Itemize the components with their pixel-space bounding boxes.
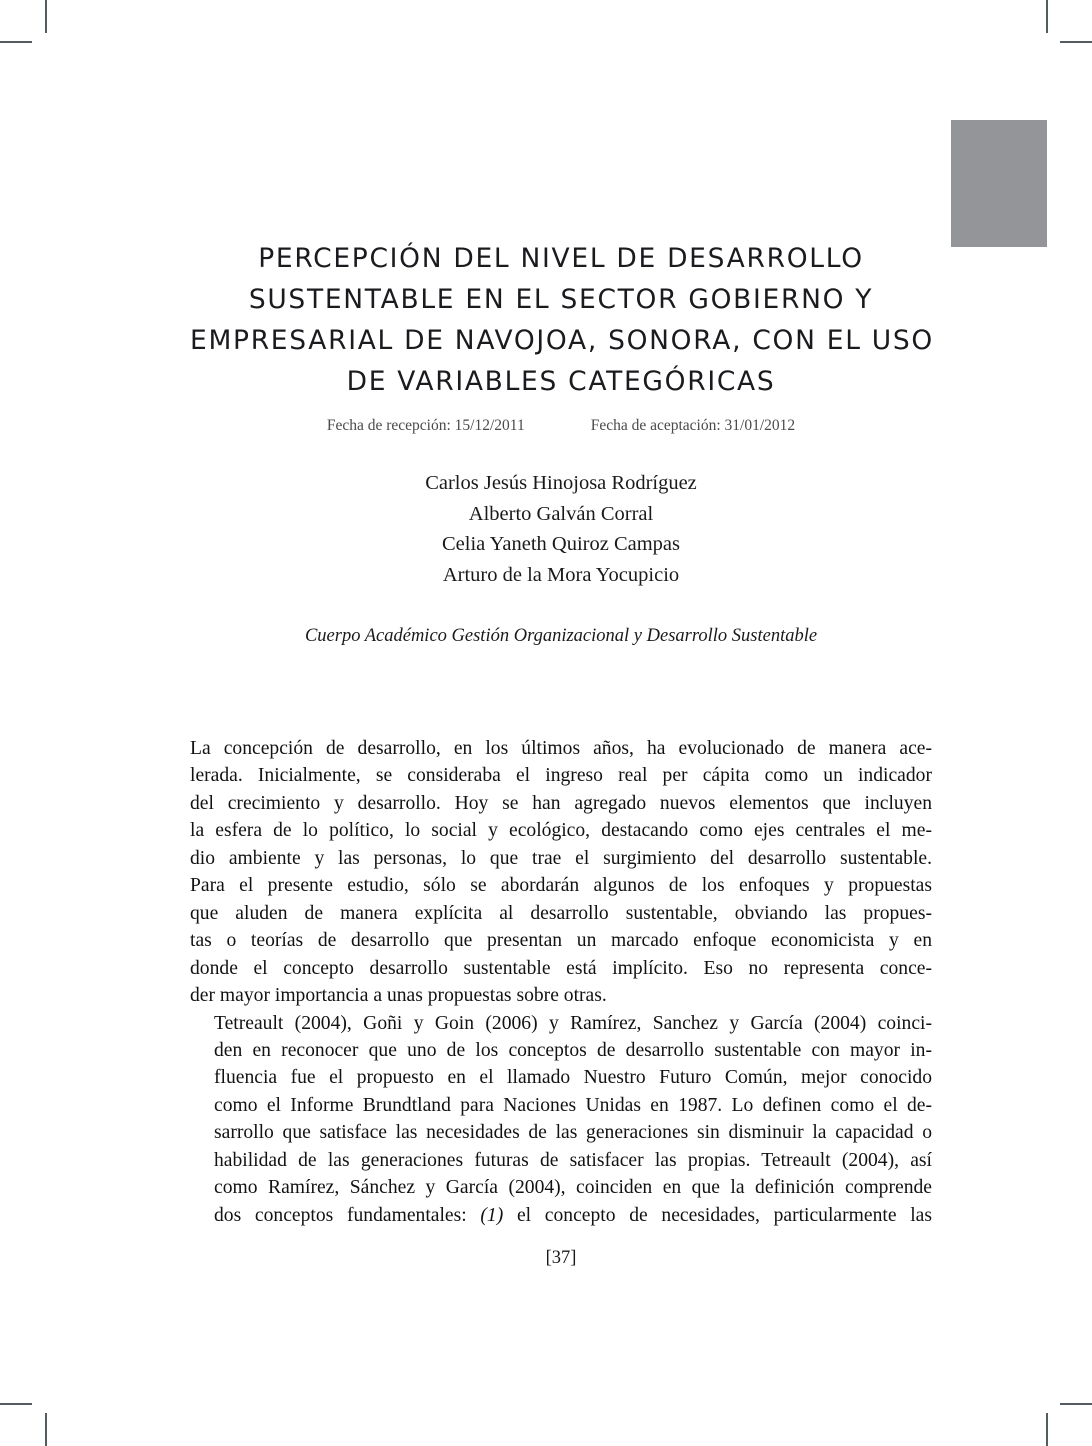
p1-line-7: que aluden de manera explícita al desarrollo sustentable, obviando las propues- — [190, 902, 932, 924]
p1-line-2: lerada. Inicialmente, se consideraba el ingreso real per cápita como un indicador — [190, 765, 932, 787]
decorative-grey-tab — [951, 120, 1047, 247]
p1-line-1: La concepción de desarrollo, en los últimos años, ha evolucionado de manera ace- — [190, 738, 932, 759]
p2-line-3: fluencia fue el propuesto en el llamado Nuestro Futuro Común, mejor conocido — [214, 1067, 932, 1089]
crop-mark-top-right-vertical — [1046, 0, 1048, 33]
p1-line-5: dio ambiente y las personas, lo que trae el surgimiento del desarrollo sustentable. — [190, 847, 932, 869]
body-paragraph-2 — [190, 1010, 932, 1230]
title-line-2: SUSTENTABLE EN EL SECTOR GOBIERNO Y — [248, 284, 874, 315]
author-4: Arturo de la Mora Yocupicio — [442, 563, 680, 586]
affiliation: Cuerpo Académico Gestión Organizacional y Desarrollo Sustentable — [304, 626, 818, 646]
p1-line-3: del crecimiento y desarrollo. Hoy se han agregado nuevos elementos que incluyen — [190, 792, 932, 814]
p1-line-8: tas o teorías de desarrollo que presentan un marcado enfoque economicista y en — [190, 930, 932, 952]
p1-line-4: la esfera de lo político, lo social y ecológico, destacando como ejes centrales el me- — [190, 820, 932, 842]
crop-mark-bottom-right-horizontal — [1060, 1403, 1092, 1405]
p1-line-10: der mayor importancia a unas propuestas sobre otras. — [190, 985, 607, 1007]
crop-mark-top-left-horizontal — [0, 41, 32, 43]
p2-line-4: como el Informe Brundtland para Naciones Unidas en 1987. Lo definen como el de- — [214, 1094, 932, 1116]
p2-line-1: Tetreault (2004), Goñi y Goin (2006) y Ramírez, Sanchez y García (2004) coinci- — [214, 1012, 932, 1034]
p2-line-6: habilidad de las generaciones futuras de satisfacer las propias. Tetreault (2004), así — [214, 1149, 932, 1171]
p2-line-8-tail: el concepto de necesidades, particularmente las — [503, 1204, 932, 1226]
body-paragraph-1 — [190, 735, 932, 1010]
p2-line-7: como Ramírez, Sánchez y García (2004), coinciden en que la definición comprende — [214, 1177, 932, 1199]
publication-dates — [190, 402, 932, 436]
p2-line-8 — [190, 1202, 932, 1229]
enumeration-marker-1: (1) — [480, 1204, 504, 1226]
acceptance-date: Fecha de aceptación: 31/01/2012 — [590, 417, 796, 434]
author-2: Alberto Galván Corral — [468, 502, 654, 525]
title-line-4: DE VARIABLES CATEGÓRICAS — [346, 366, 776, 397]
author-3: Celia Yaneth Quiroz Campas — [442, 533, 680, 555]
page-folio: [37] — [545, 1248, 577, 1268]
page-content — [190, 0, 932, 1446]
p2-line-2: den en reconocer que uno de los conceptos de desarrollo sustentable con mayor in- — [214, 1039, 932, 1061]
p1-line-9: donde el concepto desarrollo sustentable está implícito. Eso no representa conce- — [190, 957, 932, 979]
crop-mark-bottom-left-horizontal — [0, 1403, 32, 1405]
crop-mark-bottom-left-vertical — [45, 1413, 47, 1446]
p1-line-6: Para el presente estudio, sólo se abordarán algunos de los enfoques y propuestas — [190, 875, 932, 897]
page-title — [190, 0, 932, 402]
crop-mark-bottom-right-vertical — [1046, 1413, 1048, 1446]
article-body — [190, 649, 932, 1229]
reception-date: Fecha de recepción: 15/12/2011 — [326, 417, 525, 434]
title-line-3: EMPRESARIAL DE NAVOJOA, SONORA, CON EL USO — [190, 325, 934, 356]
crop-mark-top-left-vertical — [45, 0, 47, 33]
author-list — [190, 436, 932, 590]
crop-mark-top-right-horizontal — [1060, 41, 1092, 43]
p2-line-5: sarrollo que satisface las necesidades de las generaciones sin disminuir la capacidad o — [214, 1122, 932, 1144]
author-1: Carlos Jesús Hinojosa Rodríguez — [425, 472, 697, 494]
title-line-1: PERCEPCIÓN DEL NIVEL DE DESARROLLO — [258, 243, 864, 274]
p2-line-8-head: dos conceptos fundamentales: — [214, 1204, 481, 1226]
